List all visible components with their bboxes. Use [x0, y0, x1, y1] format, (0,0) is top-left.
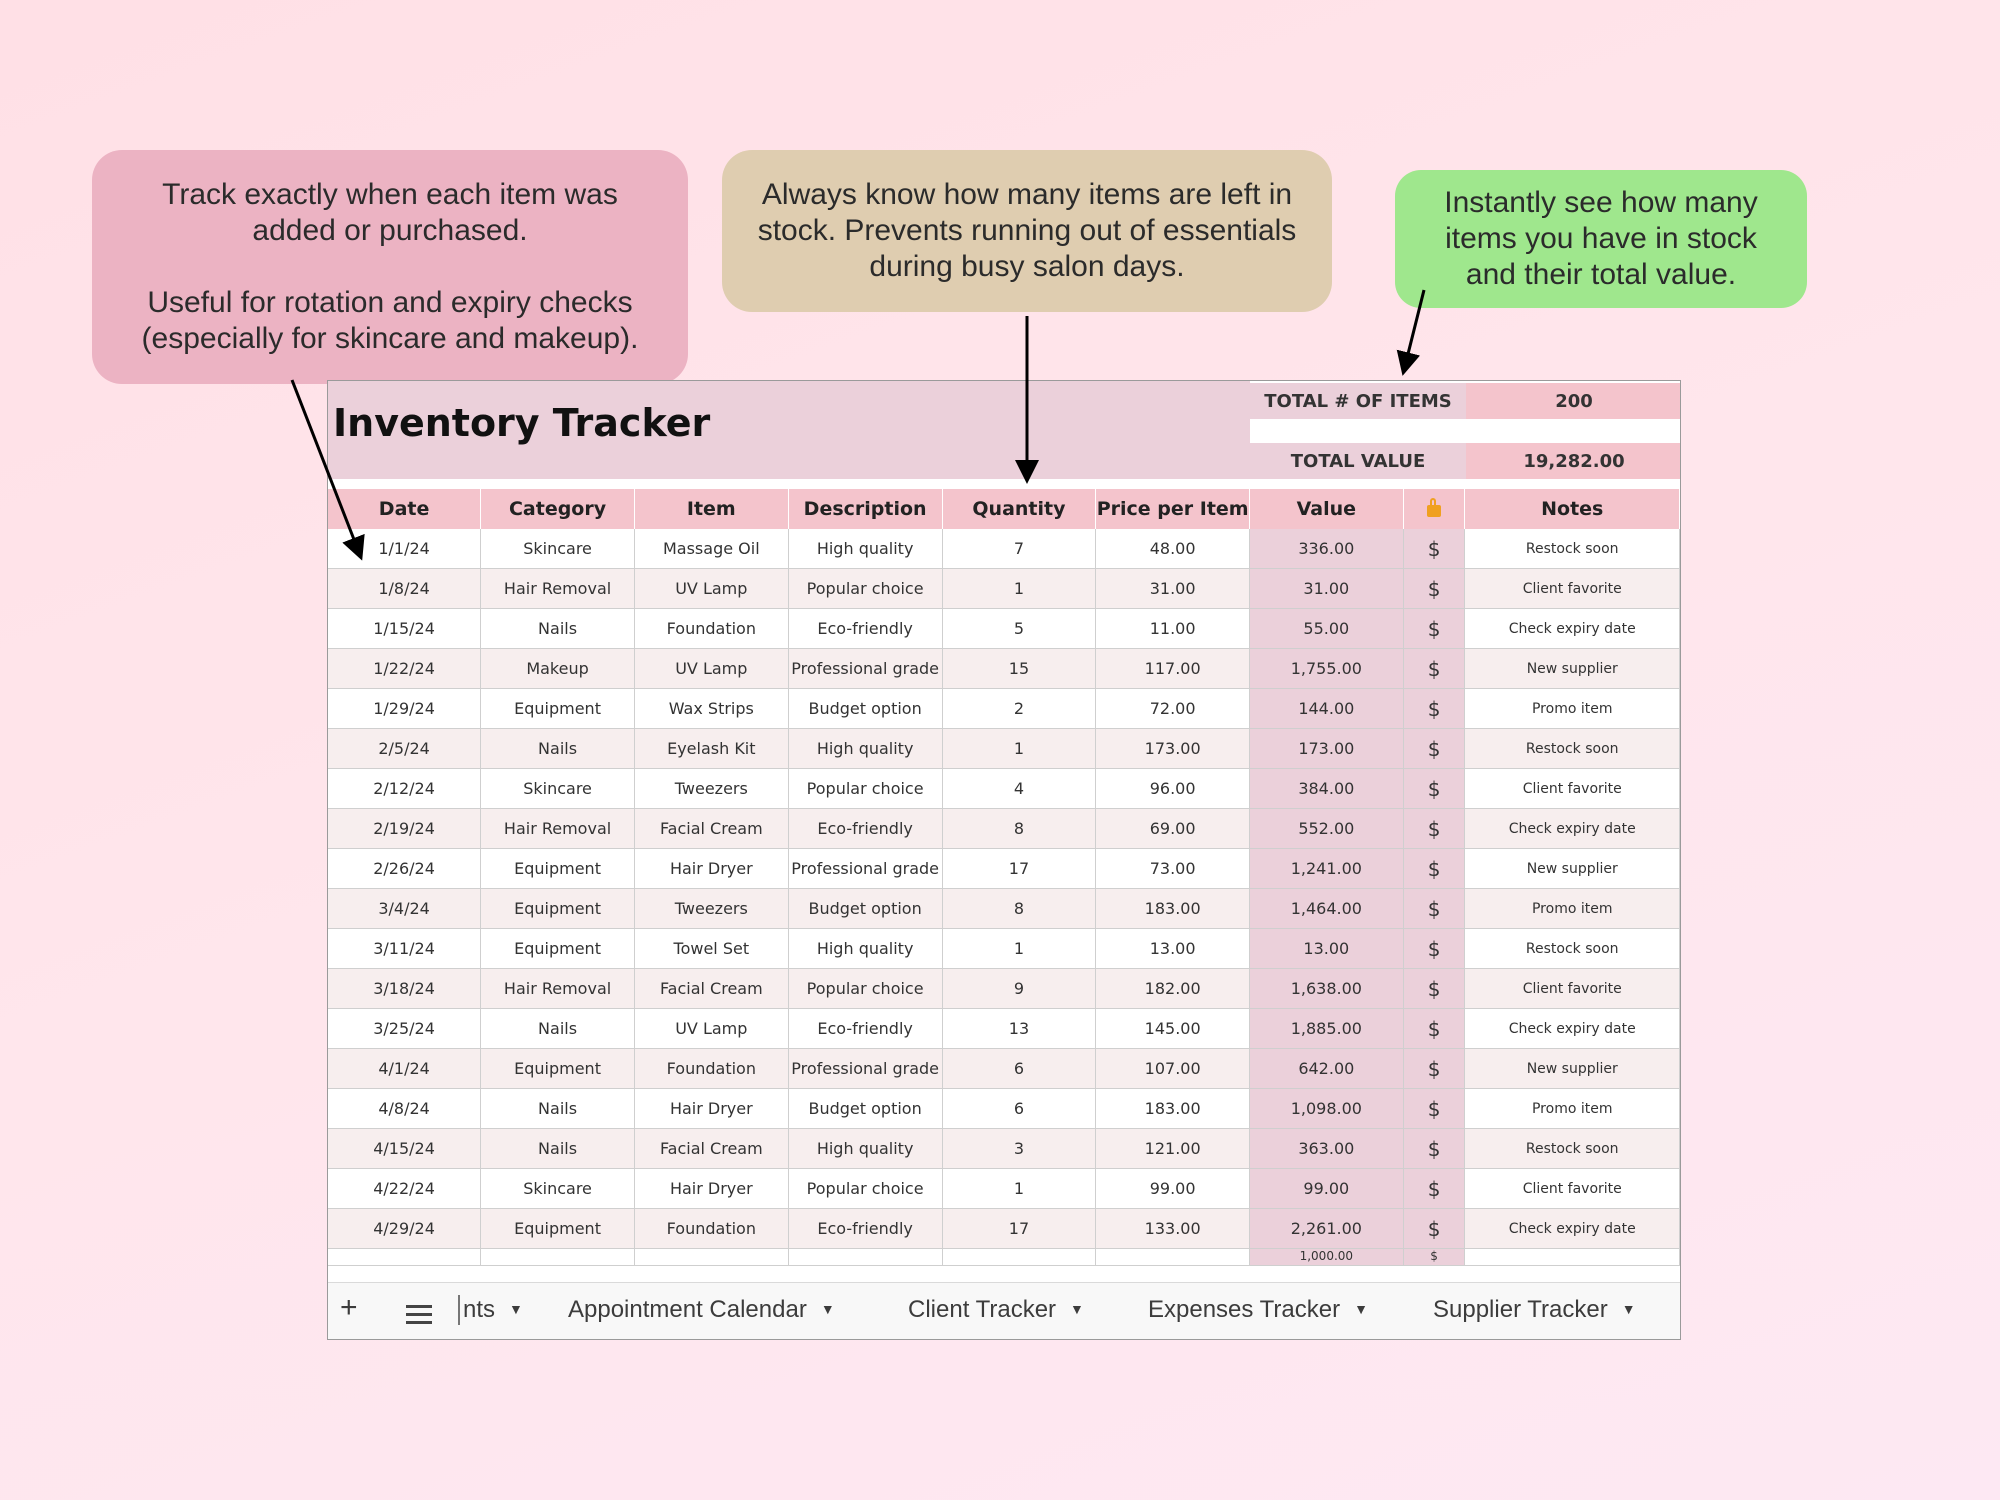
cell-price[interactable]: 31.00 [1096, 569, 1250, 609]
cell-date[interactable]: 1/15/24 [328, 609, 481, 649]
cell-quantity[interactable]: 6 [942, 1049, 1096, 1089]
cell-date[interactable]: 1/29/24 [328, 689, 481, 729]
cell-category[interactable]: Equipment [481, 929, 635, 969]
cell-date[interactable]: 3/18/24 [328, 969, 481, 1009]
cell-quantity[interactable]: 1 [942, 929, 1096, 969]
cell-date[interactable]: 1/8/24 [328, 569, 481, 609]
cell-item[interactable]: Hair Dryer [634, 1089, 788, 1129]
cell-currency[interactable]: $ [1403, 1049, 1465, 1089]
cell-item[interactable]: Massage Oil [634, 529, 788, 569]
cell-item[interactable]: Facial Cream [634, 1129, 788, 1169]
chevron-down-icon[interactable]: ▼ [820, 1301, 835, 1317]
cell-date[interactable]: 2/19/24 [328, 809, 481, 849]
cell-item[interactable]: Eyelash Kit [634, 729, 788, 769]
cell-price[interactable]: 69.00 [1096, 809, 1250, 849]
cell-item[interactable]: Tweezers [634, 889, 788, 929]
cell-category[interactable]: Equipment [481, 1209, 635, 1249]
cell-price[interactable]: 121.00 [1096, 1129, 1250, 1169]
cell-currency[interactable]: $ [1403, 1169, 1465, 1209]
cell-value[interactable]: 1,464.00 [1249, 889, 1403, 929]
cell-item[interactable]: Foundation [634, 1049, 788, 1089]
tab-label: Client Tracker [908, 1296, 1057, 1323]
cell-currency[interactable]: $ [1403, 849, 1465, 889]
cell-category[interactable]: Hair Removal [481, 569, 635, 609]
cell-value[interactable]: 31.00 [1249, 569, 1403, 609]
cell-date[interactable]: 2/5/24 [328, 729, 481, 769]
cell-value[interactable]: 1,755.00 [1249, 649, 1403, 689]
cell-item[interactable]: Tweezers [634, 769, 788, 809]
header-category[interactable]: Category [481, 489, 635, 529]
cell-price[interactable]: 117.00 [1096, 649, 1250, 689]
cell-item[interactable]: Foundation [634, 1209, 788, 1249]
chevron-down-icon[interactable]: ▼ [1070, 1301, 1084, 1317]
cell-price[interactable]: 13.00 [1096, 929, 1250, 969]
cell-price[interactable]: 72.00 [1096, 689, 1250, 729]
cell-currency[interactable]: $ [1403, 689, 1465, 729]
tab-partial-label: nts [463, 1296, 496, 1323]
date-callout-line3: Useful for rotation and expiry checks [147, 286, 633, 319]
header-item[interactable]: Item [634, 489, 788, 529]
cell-date[interactable]: 3/4/24 [328, 889, 481, 929]
cell-currency[interactable]: $ [1403, 1009, 1465, 1049]
cell-date[interactable]: 1/1/24 [328, 529, 481, 569]
cell-price[interactable]: 183.00 [1096, 1089, 1250, 1129]
cell-notes[interactable]: Client favorite [1465, 969, 1680, 1009]
cell-price[interactable]: 99.00 [1096, 1169, 1250, 1209]
add-sheet-button[interactable]: + [340, 1291, 358, 1324]
cell-currency[interactable]: $ [1403, 929, 1465, 969]
cell-quantity[interactable]: 13 [942, 1009, 1096, 1049]
cell-quantity[interactable]: 1 [942, 1169, 1096, 1209]
cell-quantity[interactable]: 5 [942, 609, 1096, 649]
cell-description[interactable]: Budget option [788, 889, 942, 929]
cell-date[interactable]: 2/26/24 [328, 849, 481, 889]
cell-item[interactable]: Foundation [634, 609, 788, 649]
cell-item[interactable]: Hair Dryer [634, 1169, 788, 1209]
cell-notes[interactable]: Client favorite [1465, 1169, 1680, 1209]
cell-description[interactable]: Popular choice [788, 1169, 942, 1209]
cell-notes[interactable]: New supplier [1465, 849, 1680, 889]
totals-callout-line3: and their total value. [1465, 258, 1737, 291]
cell-currency[interactable]: $ [1403, 969, 1465, 1009]
cell-description[interactable]: Professional grade [788, 849, 942, 889]
cell-value[interactable]: 1,098.00 [1249, 1089, 1403, 1129]
cell-notes[interactable]: Promo item [1465, 1089, 1680, 1129]
cell-category[interactable]: Nails [481, 729, 635, 769]
cell-price[interactable]: 182.00 [1096, 969, 1250, 1009]
cell-date[interactable]: 3/25/24 [328, 1009, 481, 1049]
cell-item[interactable]: Facial Cream [634, 969, 788, 1009]
cell-quantity[interactable]: 1 [942, 569, 1096, 609]
cell-item[interactable]: UV Lamp [634, 1009, 788, 1049]
cell-quantity[interactable]: 15 [942, 649, 1096, 689]
cell-value[interactable]: 13.00 [1249, 929, 1403, 969]
cell-price[interactable]: 145.00 [1096, 1009, 1250, 1049]
cell-quantity[interactable]: 6 [942, 1089, 1096, 1129]
cell-category[interactable]: Hair Removal [481, 809, 635, 849]
cell-currency[interactable]: $ [1403, 569, 1465, 609]
cell-category[interactable]: Equipment [481, 689, 635, 729]
cell-item[interactable]: UV Lamp [634, 649, 788, 689]
cell-category[interactable]: Hair Removal [481, 969, 635, 1009]
cell-quantity[interactable]: 8 [942, 889, 1096, 929]
cell-category[interactable]: Nails [481, 609, 635, 649]
tab-label: Supplier Tracker [1433, 1296, 1608, 1323]
cell-value[interactable]: 642.00 [1249, 1049, 1403, 1089]
cell-value[interactable]: 336.00 [1249, 529, 1403, 569]
cell-notes[interactable]: New supplier [1465, 649, 1680, 689]
cell-value[interactable]: 144.00 [1249, 689, 1403, 729]
cell-quantity[interactable]: 3 [942, 1129, 1096, 1169]
cell-notes[interactable]: Check expiry date [1465, 1009, 1680, 1049]
cell-description[interactable]: Eco-friendly [788, 809, 942, 849]
cell-value[interactable]: 384.00 [1249, 769, 1403, 809]
date-arrow [292, 380, 360, 555]
cell-date[interactable]: 4/1/24 [328, 1049, 481, 1089]
cell-price[interactable]: 48.00 [1096, 529, 1250, 569]
date-callout-line4: (especially for skincare and makeup). [141, 322, 639, 355]
cell-value[interactable]: 99.00 [1249, 1169, 1403, 1209]
cell-date[interactable]: 2/12/24 [328, 769, 481, 809]
cell-notes[interactable]: Check expiry date [1465, 809, 1680, 849]
cell-category[interactable]: Nails [481, 1129, 635, 1169]
cell-category[interactable]: Makeup [481, 649, 635, 689]
cell-category[interactable]: Skincare [481, 769, 635, 809]
tab-label: Expenses Tracker [1148, 1296, 1341, 1323]
quantity-callout-line1: Always know how many items are left in [761, 178, 1293, 211]
cell-quantity[interactable]: 1 [942, 729, 1096, 769]
cell-notes[interactable]: Check expiry date [1465, 1209, 1680, 1249]
cell-category[interactable]: Equipment [481, 889, 635, 929]
cell-notes[interactable]: Client favorite [1465, 769, 1680, 809]
cell-item[interactable]: Hair Dryer [634, 849, 788, 889]
cell-value[interactable]: 55.00 [1249, 609, 1403, 649]
cell-currency[interactable]: $ [1403, 609, 1465, 649]
cell-description[interactable]: Eco-friendly [788, 1209, 942, 1249]
cell-notes[interactable]: New supplier [1465, 1049, 1680, 1089]
cell-notes[interactable]: Restock soon [1465, 729, 1680, 769]
cell-currency[interactable]: $ [1403, 1129, 1465, 1169]
cell-price[interactable]: 173.00 [1096, 729, 1250, 769]
cell-description[interactable]: High quality [788, 529, 942, 569]
total-items-value[interactable]: 200 [1466, 383, 1681, 419]
cell-notes[interactable]: Check expiry date [1465, 609, 1680, 649]
cell-price[interactable]: 107.00 [1096, 1049, 1250, 1089]
total-value-label[interactable]: TOTAL VALUE [1250, 443, 1466, 479]
cell-quantity[interactable]: 8 [942, 809, 1096, 849]
quantity-callout-line3: during busy salon days. [869, 250, 1185, 283]
header-value[interactable]: Value [1249, 489, 1403, 529]
cell-currency[interactable]: $ [1403, 649, 1465, 689]
cell-currency[interactable]: $ [1403, 1089, 1465, 1129]
cell-price[interactable]: 133.00 [1096, 1209, 1250, 1249]
tab-label: Appointment Calendar [568, 1296, 807, 1323]
cell-description[interactable]: High quality [788, 1129, 942, 1169]
cell-date[interactable]: 1/22/24 [328, 649, 481, 689]
header-description[interactable]: Description [788, 489, 942, 529]
cell-price[interactable]: 11.00 [1096, 609, 1250, 649]
cell-description[interactable]: Budget option [788, 689, 942, 729]
cell-value[interactable]: 173.00 [1249, 729, 1403, 769]
cell-description[interactable]: Popular choice [788, 969, 942, 1009]
cell-notes[interactable]: Restock soon [1465, 929, 1680, 969]
cell-price[interactable]: 73.00 [1096, 849, 1250, 889]
date-callout-line1: Track exactly when each item was [162, 178, 618, 211]
cell-description[interactable]: Professional grade [788, 649, 942, 689]
cell-value[interactable]: 1,241.00 [1249, 849, 1403, 889]
totals-arrow [1404, 290, 1424, 370]
cell-currency[interactable]: $ [1403, 1209, 1465, 1249]
header-notes[interactable]: Notes [1465, 489, 1680, 529]
totals-callout-line2: items you have in stock [1445, 222, 1757, 255]
cell-currency[interactable]: $ [1403, 729, 1465, 769]
cell-description[interactable]: High quality [788, 729, 942, 769]
date-callout-line2: added or purchased. [252, 214, 528, 247]
chevron-down-icon[interactable]: ▼ [509, 1301, 523, 1317]
cell-description[interactable]: Eco-friendly [788, 609, 942, 649]
total-value-value[interactable]: 19,282.00 [1466, 443, 1681, 479]
total-items-label[interactable]: TOTAL # OF ITEMS [1250, 383, 1466, 419]
cell-price[interactable]: 183.00 [1096, 889, 1250, 929]
cell-price[interactable]: 96.00 [1096, 769, 1250, 809]
totals-callout-line1: Instantly see how many [1444, 186, 1758, 219]
cell-date[interactable]: 4/8/24 [328, 1089, 481, 1129]
cell-notes[interactable]: Restock soon [1465, 529, 1680, 569]
header-price[interactable]: Price per Item [1096, 489, 1250, 529]
cell-category[interactable]: Equipment [481, 1049, 635, 1089]
cell-category[interactable]: Skincare [481, 529, 635, 569]
cell-description[interactable]: Budget option [788, 1089, 942, 1129]
cell-description[interactable]: Popular choice [788, 769, 942, 809]
cell-category[interactable]: Nails [481, 1089, 635, 1129]
cell-item[interactable]: Facial Cream [634, 809, 788, 849]
cell-partial[interactable]: $ [1403, 1249, 1465, 1266]
cell-value[interactable]: 552.00 [1249, 809, 1403, 849]
cell-notes[interactable]: Promo item [1465, 889, 1680, 929]
cell-notes[interactable]: Client favorite [1465, 569, 1680, 609]
header-quantity[interactable]: Quantity [942, 489, 1096, 529]
page-title: Inventory Tracker [333, 401, 711, 445]
cell-date[interactable]: 3/11/24 [328, 929, 481, 969]
cell-value[interactable]: 2,261.00 [1249, 1209, 1403, 1249]
quantity-callout-line2: stock. Prevents running out of essentials [757, 214, 1297, 247]
cell-value[interactable]: 1,885.00 [1249, 1009, 1403, 1049]
chevron-down-icon[interactable]: ▼ [1621, 1301, 1636, 1317]
cell-quantity[interactable]: 17 [942, 1209, 1096, 1249]
cell-date[interactable]: 4/15/24 [328, 1129, 481, 1169]
cell-item[interactable]: UV Lamp [634, 569, 788, 609]
cell-currency[interactable]: $ [1403, 529, 1465, 569]
cell-item[interactable]: Wax Strips [634, 689, 788, 729]
cell-category[interactable]: Equipment [481, 849, 635, 889]
cell-quantity[interactable]: 4 [942, 769, 1096, 809]
header-date[interactable]: Date [328, 489, 481, 529]
cell-currency[interactable]: $ [1403, 889, 1465, 929]
cell-category[interactable]: Nails [481, 1009, 635, 1049]
cell-quantity[interactable]: 7 [942, 529, 1096, 569]
cell-notes[interactable]: Restock soon [1465, 1129, 1680, 1169]
chevron-down-icon[interactable]: ▼ [1354, 1301, 1368, 1317]
cell-currency[interactable]: $ [1403, 809, 1465, 849]
cell-category[interactable]: Skincare [481, 1169, 635, 1209]
cell-item[interactable]: Towel Set [634, 929, 788, 969]
cell-value[interactable]: 363.00 [1249, 1129, 1403, 1169]
cell-quantity[interactable]: 2 [942, 689, 1096, 729]
cell-partial[interactable]: 1,000.00 [1249, 1249, 1403, 1266]
cell-description[interactable]: Eco-friendly [788, 1009, 942, 1049]
cell-value[interactable]: 1,638.00 [1249, 969, 1403, 1009]
cell-description[interactable]: High quality [788, 929, 942, 969]
cell-notes[interactable]: Promo item [1465, 689, 1680, 729]
cell-quantity[interactable]: 17 [942, 849, 1096, 889]
cell-description[interactable]: Popular choice [788, 569, 942, 609]
cell-currency[interactable]: $ [1403, 769, 1465, 809]
cell-date[interactable]: 4/22/24 [328, 1169, 481, 1209]
cell-description[interactable]: Professional grade [788, 1049, 942, 1089]
cell-quantity[interactable]: 9 [942, 969, 1096, 1009]
cell-date[interactable]: 4/29/24 [328, 1209, 481, 1249]
